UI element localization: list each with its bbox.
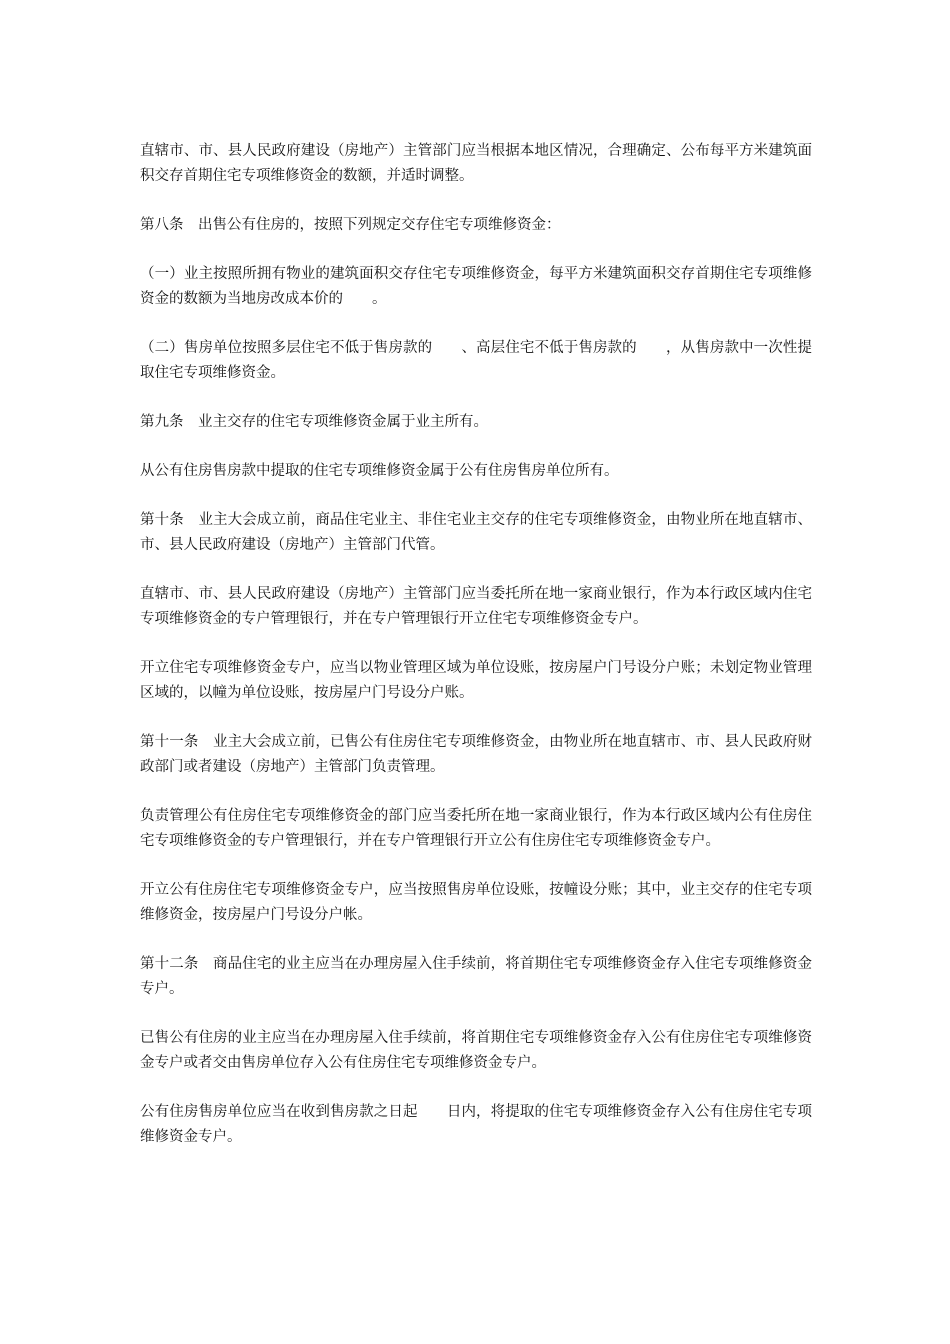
article-11-heading: 第十一条 业主大会成立前，已售公有住房住宅专项维修资金，由物业所在地直辖市、市、县人民政府财政部门或者建设（房地产）主管部门负责管理。 (140, 734, 812, 775)
article-12-heading: 第十二条 商品住宅的业主应当在办理房屋入住手续前，将首期住宅专项维修资金存入住宅专项维修资金专户。 (140, 956, 812, 997)
paragraph: 直辖市、市、县人民政府建设（房地产）主管部门应当委托所在地一家商业银行，作为本行政区域内住宅专项维修资金的专户管理银行，并在专户管理银行开立住宅专项维修资金专户。 (140, 586, 812, 627)
paragraph: 从公有住房售房款中提取的住宅专项维修资金属于公有住房售房单位所有。 (140, 463, 619, 479)
paragraph: （二）售房单位按照多层住宅不低于售房款的 、高层住宅不低于售房款的 ，从售房款中一次性提取住宅专项维修资金。 (140, 340, 812, 381)
paragraph: 公有住房售房单位应当在收到售房款之日起 日内，将提取的住宅专项维修资金存入公有住房住宅专项维修资金专户。 (140, 1104, 812, 1145)
paragraph: 已售公有住房的业主应当在办理房屋入住手续前，将首期住宅专项维修资金存入公有住房住宅专项维修资金专户或者交由售房单位存入公有住房住宅专项维修资金专户。 (140, 1030, 812, 1071)
paragraph: 开立公有住房住宅专项维修资金专户，应当按照售房单位设账，按幢设分账；其中，业主交存的住宅专项维修资金，按房屋户门号设分户帐。 (140, 882, 812, 923)
article-8-heading: 第八条 出售公有住房的，按照下列规定交存住宅专项维修资金： (140, 217, 561, 233)
paragraph: 直辖市、市、县人民政府建设（房地产）主管部门应当根据本地区情况，合理确定、公布每平方米建筑面积交存首期住宅专项维修资金的数额，并适时调整。 (140, 143, 812, 184)
paragraph: （一）业主按照所拥有物业的建筑面积交存住宅专项维修资金，每平方米建筑面积交存首期住宅专项维修资金的数额为当地房改成本价的 。 (140, 266, 812, 307)
article-10-heading: 第十条 业主大会成立前，商品住宅业主、非住宅业主交存的住宅专项维修资金，由物业所在地直辖市、市、县人民政府建设（房地产）主管部门代管。 (140, 512, 812, 553)
paragraph: 开立住宅专项维修资金专户，应当以物业管理区域为单位设账，按房屋户门号设分户账；未划定物业管理区域的，以幢为单位设账，按房屋户门号设分户账。 (140, 660, 812, 701)
paragraph: 负责管理公有住房住宅专项维修资金的部门应当委托所在地一家商业银行，作为本行政区域内公有住房住宅专项维修资金的专户管理银行，并在专户管理银行开立公有住房住宅专项维修资金专户。 (140, 808, 812, 849)
document-body (140, 139, 812, 1174)
article-9-heading: 第九条 业主交存的住宅专项维修资金属于业主所有。 (140, 414, 488, 430)
